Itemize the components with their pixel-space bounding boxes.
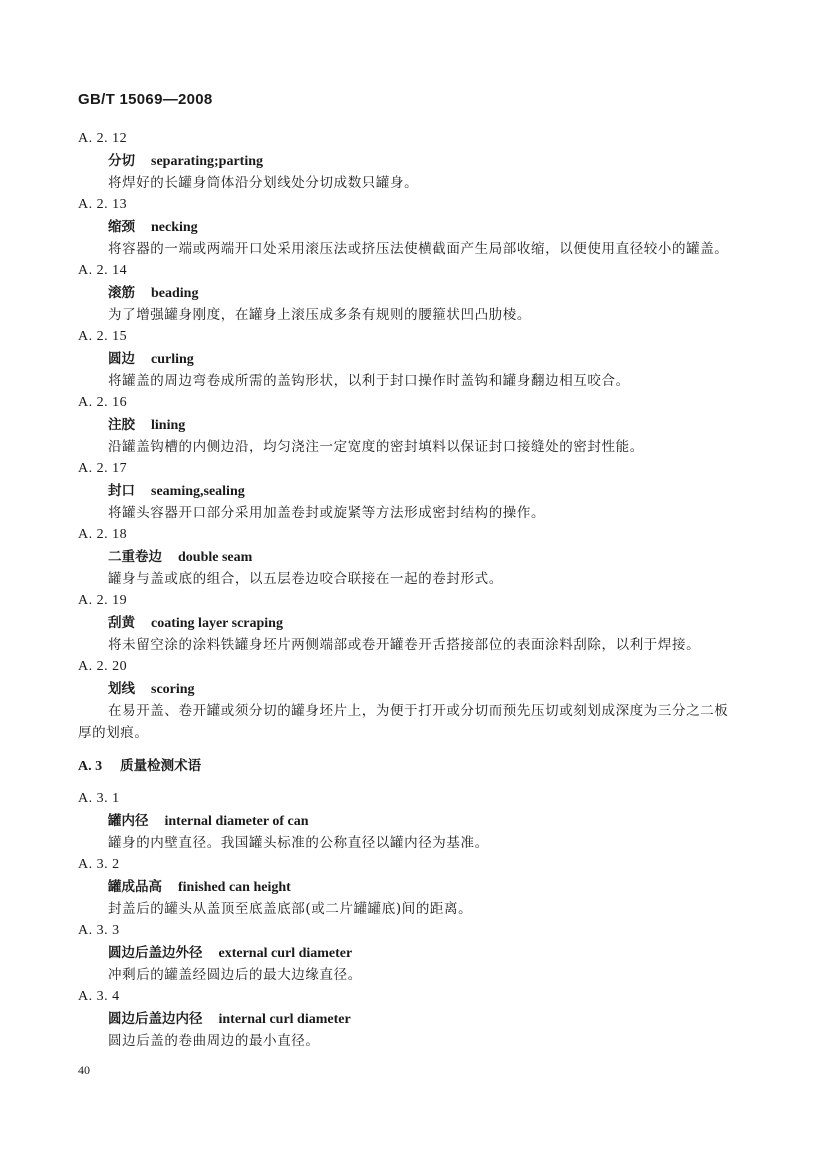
term-chinese: 注胶 (108, 417, 135, 433)
term-definition: 圆边后盖的卷曲周边的最小直径。 (108, 1033, 320, 1049)
term-english: lining (151, 418, 186, 433)
entry-number: A. 2. 15 (78, 329, 128, 344)
term-definition: 将焊好的长罐身筒体沿分划线处分切成数只罐身。 (108, 175, 419, 191)
entry-number: A. 2. 13 (78, 197, 128, 212)
term-line (78, 480, 738, 502)
term-chinese: 划线 (108, 681, 135, 697)
term-chinese: 罐成品高 (108, 879, 162, 895)
entry-number: A. 3. 1 (78, 791, 120, 806)
standard-code-header: GB/T 15069—2008 (78, 91, 213, 108)
term-english: internal curl diameter (218, 1012, 351, 1027)
term-chinese: 滚筋 (108, 285, 135, 301)
term-definition: 将罐头容器开口部分采用加盖卷封或旋紧等方法形成密封结构的操作。 (108, 505, 546, 521)
entry-number: A. 3. 2 (78, 857, 120, 872)
term-definition: 罐身与盖或底的组合，以五层卷边咬合联接在一起的卷封形式。 (108, 571, 503, 587)
term-definition: 罐身的内壁直径。我国罐头标准的公称直径以罐内径为基准。 (108, 835, 489, 851)
term-entry (78, 590, 738, 656)
term-definition: 将罐盖的周边弯卷成所需的盖钩形状，以利于封口操作时盖钩和罐身翻边相互咬合。 (108, 373, 630, 389)
term-entry (78, 392, 738, 458)
term-line (78, 414, 738, 436)
term-english: scoring (151, 682, 195, 697)
term-line (78, 876, 738, 898)
entry-number: A. 2. 18 (78, 527, 128, 542)
term-english: external curl diameter (218, 946, 353, 961)
entry-number: A. 2. 19 (78, 593, 128, 608)
entry-number: A. 2. 16 (78, 395, 128, 410)
term-chinese: 封口 (108, 483, 135, 499)
term-english: curling (151, 352, 194, 367)
entry-number: A. 2. 20 (78, 659, 128, 674)
term-line (78, 216, 738, 238)
term-chinese: 缩颈 (108, 219, 135, 235)
term-english: coating layer scraping (151, 616, 283, 631)
term-english: separating;parting (151, 154, 263, 169)
term-line (78, 678, 738, 700)
term-chinese: 刮黄 (108, 615, 135, 631)
term-entry (78, 260, 738, 326)
term-line (78, 282, 738, 304)
term-entry (78, 656, 738, 744)
term-line (78, 612, 738, 634)
section-number: A. 3 (78, 759, 103, 774)
entry-number: A. 2. 14 (78, 263, 128, 278)
term-chinese: 分切 (108, 153, 135, 169)
term-definition: 将未留空涂的涂料铁罐身坯片两侧端部或卷开罐卷开舌搭接部位的表面涂料刮除，以利于焊接。 (108, 637, 701, 653)
entry-number: A. 3. 3 (78, 923, 120, 938)
term-entry (78, 326, 738, 392)
term-line (78, 810, 738, 832)
term-definition: 将容器的一端或两端开口处采用滚压法或挤压法使横截面产生局部收缩，以便使用直径较小的罐盖。 (108, 241, 729, 257)
section-heading (78, 754, 738, 778)
term-chinese: 圆边 (108, 351, 135, 367)
term-english: internal diameter of can (164, 814, 309, 829)
term-line (78, 1008, 738, 1030)
term-entry (78, 788, 738, 854)
term-definition: 封盖后的罐头从盖顶至底盖底部(或二片罐罐底)间的距离。 (108, 901, 473, 917)
term-chinese: 罐内径 (108, 813, 149, 829)
term-line (78, 546, 738, 568)
section-title: 质量检测术语 (120, 758, 202, 774)
term-entry (78, 524, 738, 590)
term-chinese: 圆边后盖边内径 (108, 1011, 203, 1027)
term-line (78, 150, 738, 172)
term-english: beading (151, 286, 199, 301)
page-number: 40 (78, 1063, 90, 1077)
term-english: seaming,sealing (151, 484, 245, 499)
term-chinese: 二重卷边 (108, 549, 162, 565)
entry-number: A. 3. 4 (78, 989, 120, 1004)
term-english: double seam (178, 550, 253, 565)
term-english: necking (151, 220, 198, 235)
document-content (78, 128, 738, 1052)
term-entry (78, 854, 738, 920)
term-entry (78, 194, 738, 260)
term-definition: 冲剩后的罐盖经圆边后的最大边缘直径。 (108, 967, 362, 983)
term-line (78, 942, 738, 964)
term-definition: 为了增强罐身刚度，在罐身上滚压成多条有规则的腰箍状凹凸肋棱。 (108, 307, 531, 323)
term-chinese: 圆边后盖边外径 (108, 945, 203, 961)
term-english: finished can height (178, 880, 291, 895)
term-entry (78, 986, 738, 1052)
term-definition: 在易开盖、卷开罐或须分切的罐身坯片上，为便于打开或分切而预先压切或刻划成深度为三分之二板厚的划痕。 (78, 703, 729, 741)
term-entry (78, 128, 738, 194)
term-entry (78, 458, 738, 524)
term-entry (78, 920, 738, 986)
term-definition: 沿罐盖钩槽的内侧边沿，均匀浇注一定宽度的密封填料以保证封口接缝处的密封性能。 (108, 439, 644, 455)
entry-number: A. 2. 12 (78, 131, 128, 146)
entry-number: A. 2. 17 (78, 461, 128, 476)
term-line (78, 348, 738, 370)
